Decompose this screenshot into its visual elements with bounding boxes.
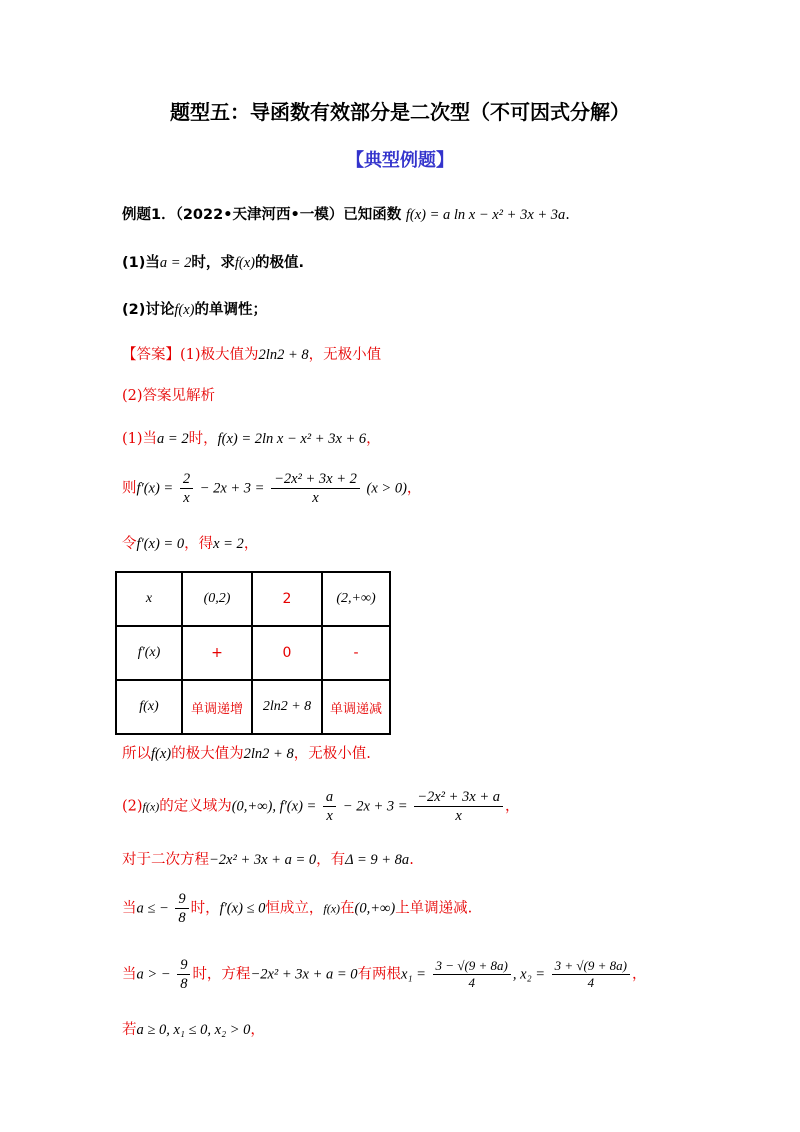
answer-1-value: 2ln2 + 8 — [258, 347, 309, 363]
s2-lhs: f′(x) = — [136, 480, 174, 497]
s2-fraction-2 — [271, 470, 360, 507]
s1-condition: a = 2 — [157, 431, 189, 447]
s1-expression: f(x) = 2ln x − x² + 3x + 6 — [217, 431, 367, 447]
s7-condition: a ≤ − — [136, 900, 169, 917]
s3-root: x = 2 — [213, 536, 244, 552]
s8-x1-num: 3 − √(9 + 8a) — [433, 958, 511, 975]
s7-mid2: 恒成立， — [265, 900, 324, 917]
s1-mid: 时， — [188, 431, 218, 447]
answer-1-suffix: ，无极小值 — [308, 347, 382, 363]
s6-equation: −2x² + 3x + a = 0 — [209, 852, 317, 868]
solution-step-4 — [122, 742, 371, 763]
s1-end: ， — [366, 431, 381, 447]
s7-mid: 时， — [190, 900, 220, 917]
q1-suffix: 的极值. — [255, 255, 305, 271]
s5-frac1-den: x — [326, 808, 333, 825]
table-row — [116, 572, 390, 626]
s3-prefix: 令 — [122, 536, 137, 552]
answer-2: (2)答案见解析 — [122, 388, 216, 404]
s2-end: ， — [406, 480, 422, 497]
s8-x2-label: , x₂ = — [512, 966, 546, 983]
s4-prefix: 所以 — [122, 746, 151, 762]
s8-condition: a > − — [136, 966, 171, 983]
q1-condition: a = 2 — [159, 255, 192, 271]
s5-fraction-1 — [323, 788, 336, 825]
s2-frac2-den: x — [312, 490, 319, 507]
question-2 — [122, 298, 267, 319]
s8-x1-den: 4 — [468, 975, 475, 991]
s5-mid: 的定义域为 — [159, 798, 232, 815]
s5-frac2-num: −2x² + 3x + a — [414, 788, 503, 807]
s6-mid: ，有 — [316, 852, 346, 868]
solution-step-8 — [122, 956, 646, 993]
page-title: 题型五：导函数有效部分是二次型（不可因式分解） — [170, 100, 630, 124]
s3-mid: ，得 — [184, 536, 214, 552]
solution-step-2 — [122, 470, 421, 507]
s8-end: ， — [631, 966, 647, 983]
solution-step-7 — [122, 890, 472, 927]
s8-mid2: 有两根 — [357, 966, 402, 983]
s8-equation: −2x² + 3x + a = 0 — [250, 966, 358, 983]
q1-prefix: (1)当 — [122, 255, 160, 271]
s8-prefix: 当 — [122, 966, 137, 983]
s3-expression: f′(x) = 0 — [136, 536, 185, 552]
s7-frac-den: 8 — [178, 910, 186, 927]
answer-label: 【答案】 — [122, 347, 180, 363]
s5-mid2: − 2x + 3 = — [342, 798, 408, 815]
s4-mid: 的极大值为 — [171, 746, 244, 762]
s7-interval: (0,+∞) — [354, 900, 396, 917]
table-cell: 单调递增 — [182, 680, 252, 734]
s9-expression: a ≥ 0, x₁ ≤ 0, x₂ > 0 — [136, 1022, 251, 1038]
table-cell: - — [322, 626, 390, 680]
s8-x2-den: 4 — [587, 975, 595, 991]
table-cell: f(x) — [116, 680, 182, 734]
solution-step-6 — [122, 848, 414, 869]
s4-function: f(x) — [151, 746, 172, 762]
answer-1-prefix: (1)极大值为 — [180, 347, 259, 363]
s7-prefix: 当 — [122, 900, 137, 917]
q2-suffix: 的单调性； — [194, 302, 267, 318]
s5-frac2-den: x — [455, 808, 462, 825]
s1-prefix: (1)当 — [122, 431, 158, 447]
solution-step-3 — [122, 532, 258, 553]
s2-condition: (x > 0) — [366, 480, 407, 497]
s6-delta: Δ = 9 + 8a — [345, 852, 410, 868]
s2-fraction-1 — [180, 470, 193, 507]
s7-mid3: 在 — [340, 900, 355, 917]
answer-1 — [122, 343, 381, 364]
q2-function: f(x) — [174, 302, 195, 318]
example-label: 例题1．（2022•天津河西•一模）已知函数 — [122, 207, 402, 223]
q2-prefix: (2)讨论 — [122, 302, 175, 318]
s9-end: ， — [250, 1022, 265, 1038]
table-cell: 2 — [252, 572, 322, 626]
q1-function: f(x) — [234, 255, 256, 271]
s8-x1-label: x₁ = — [401, 966, 426, 983]
s8-x1-fraction — [433, 958, 511, 992]
example-function: f(x) = a ln x − x² + 3x + 3a — [405, 207, 566, 223]
s5-domain: (0,+∞), f′(x) = — [231, 798, 317, 815]
solution-step-1 — [122, 427, 381, 448]
example-statement — [122, 203, 570, 224]
sign-table — [115, 571, 391, 735]
section-heading: 【典型例题】 — [346, 150, 454, 171]
s2-frac2-num: −2x² + 3x + 2 — [271, 470, 360, 489]
table-cell: (2,+∞) — [322, 572, 390, 626]
s9-prefix: 若 — [122, 1022, 137, 1038]
s5-end: ， — [505, 798, 520, 815]
example-end: . — [565, 207, 570, 223]
s8-frac-den: 8 — [180, 976, 188, 993]
s6-end: . — [409, 852, 414, 868]
s5-fraction-2 — [414, 788, 503, 825]
solution-step-9 — [122, 1018, 265, 1039]
s8-mid: 时，方程 — [192, 966, 251, 983]
s6-prefix: 对于二次方程 — [122, 852, 209, 868]
s8-x2-fraction — [552, 958, 630, 992]
solution-step-5 — [122, 788, 520, 825]
s7-end: 上单调递减. — [395, 900, 473, 917]
s7-function: f(x) — [323, 901, 341, 916]
table-row — [116, 680, 390, 734]
s2-frac1-den: x — [183, 490, 190, 507]
table-cell: + — [182, 626, 252, 680]
table-cell: (0,2) — [182, 572, 252, 626]
s2-frac1-num: 2 — [180, 470, 193, 489]
table-row — [116, 626, 390, 680]
s5-function: f(x) — [142, 799, 160, 814]
s7-inequality: f′(x) ≤ 0 — [219, 900, 266, 917]
table-cell: 2ln2 + 8 — [252, 680, 322, 734]
question-1 — [122, 251, 304, 272]
s4-end: ，无极小值. — [293, 746, 371, 762]
q1-mid: 时，求 — [191, 255, 235, 271]
table-cell: x — [116, 572, 182, 626]
s8-frac-num: 9 — [177, 956, 190, 975]
s2-mid: − 2x + 3 = — [199, 480, 265, 497]
table-cell: 单调递减 — [322, 680, 390, 734]
s8-x2-num: 3 + √(9 + 8a) — [552, 958, 630, 975]
s7-frac-num: 9 — [175, 890, 188, 909]
s2-prefix: 则 — [122, 480, 137, 497]
s3-end: ， — [243, 536, 259, 552]
table-cell: f′(x) — [116, 626, 182, 680]
s7-fraction — [175, 890, 188, 927]
table-cell: 0 — [252, 626, 322, 680]
s4-value: 2ln2 + 8 — [243, 746, 294, 762]
s8-fraction — [177, 956, 190, 993]
s5-prefix: (2) — [122, 798, 143, 815]
s5-frac1-num: a — [323, 788, 336, 807]
